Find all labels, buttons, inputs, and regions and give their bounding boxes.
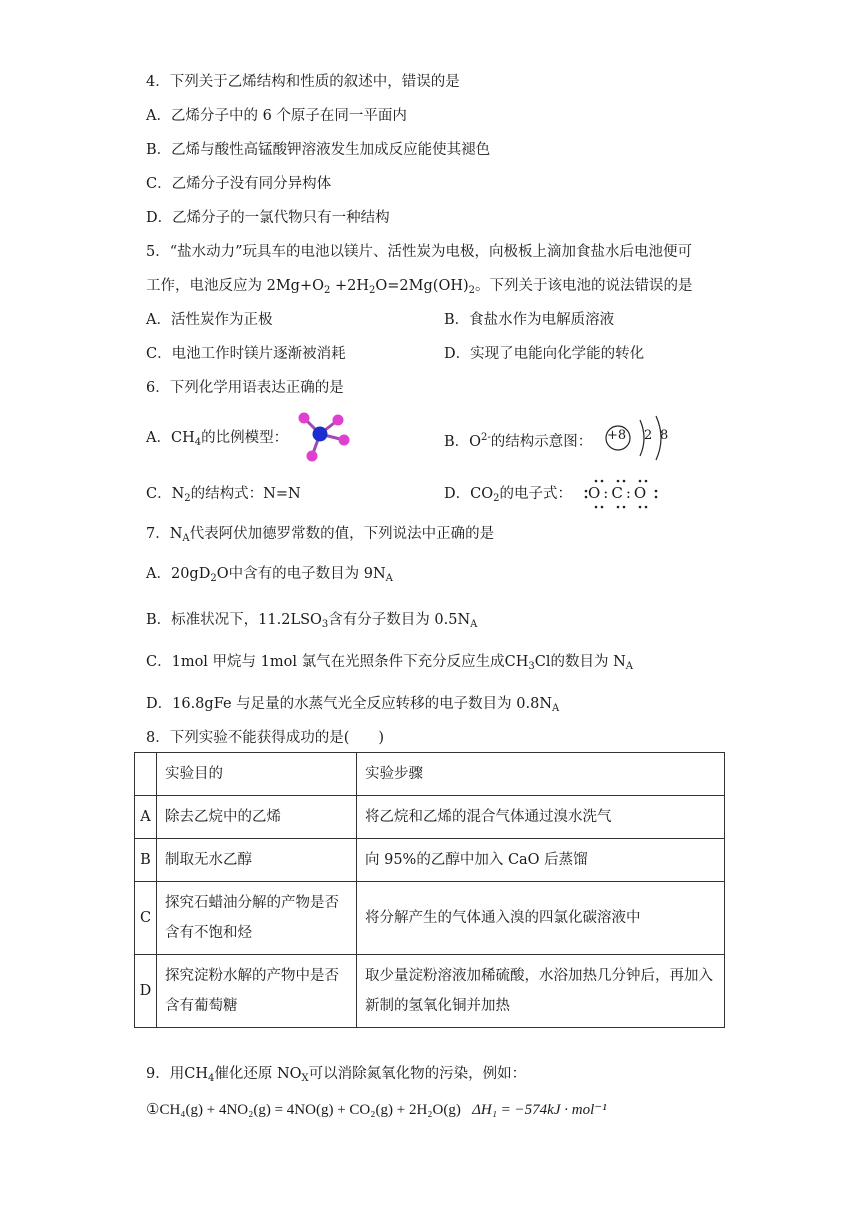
q5-option-a: A．活性炭作为正极 [146,312,273,328]
header-blank [135,753,157,796]
q9-stem: 9．用$CH_4$催化还原 $NO_X$可以消除氮氧化物的污染，例如： [146,1066,527,1084]
q5-option-b: B．食盐水作为电解质溶液 [444,312,615,328]
row-goal: 除去乙烷中的乙烯 [157,796,357,839]
q7-option-d: D．16.8gFe 与足量的水蒸气光全反应转移的电子数目为 $0.8N_A$ [146,696,560,714]
table-row [135,796,725,839]
q7-option-a: A．$20gD_2O$中含有的电子数目为 $9N_A$ [146,566,393,584]
table-row [135,839,725,882]
q4-option-c: C．乙烯分子没有同分异构体 [146,176,332,192]
nucleus-charge: +8 [607,428,627,443]
row-goal: 探究石蜡油分解的产物是否含有不饱和烃 [157,882,357,955]
row-step: 取少量淀粉溶液加稀硫酸，水浴加热几分钟后，再加入新制的氢氧化铜并加热 [357,955,725,1028]
co2-electron-formula [582,478,662,510]
electron-formula-text: O:C:O [588,484,650,502]
q4-stem: 4．下列关于乙烯结构和性质的叙述中，错误的是 [146,74,460,90]
q6-option-d: D．$CO_2$的电子式： [444,486,572,504]
oxygen-ion-structure-diagram [604,412,676,464]
q4-option-d: D．乙烯分子的一氯代物只有一种结构 [146,210,390,226]
row-goal: 制取无水乙醇 [157,839,357,882]
row-label: B [135,839,157,882]
experiment-table [134,752,725,1028]
q9-equation-1: ①CH₄(g) + 4NO₂(g) = 4NO(g) + CO₂(g) + 2H₂O(g) ΔH₁ = −574kJ · mol⁻¹ [146,1102,607,1118]
q6-option-a: A．$CH_4$的比例模型： [146,430,289,448]
row-step: 将乙烷和乙烯的混合气体通过溴水洗气 [357,796,725,839]
table-row [135,955,725,1028]
row-step: 将分解产生的气体通入溴的四氯化碳溶液中 [357,882,725,955]
row-label: C [135,882,157,955]
header-goal: 实验目的 [157,753,357,796]
header-step: 实验步骤 [357,753,725,796]
table-row [135,882,725,955]
row-step: 向 95%的乙醇中加入 CaO 后蒸馏 [357,839,725,882]
q4-option-a: A．乙烯分子中的 6 个原子在同一平面内 [146,108,407,124]
row-label: A [135,796,157,839]
q5-option-c: C．电池工作时镁片逐渐被消耗 [146,346,346,362]
table-header-row [135,753,725,796]
q5-stem-line2: 工作，电池反应为 $2Mg+O_2 +2H_2O=2Mg(OH)_2$。下列关于该电池的说法错误的是 [146,278,693,296]
q6-option-b: B．$O^{2-}$的结构示意图： [444,432,593,450]
q7-option-c: C．1mol 甲烷与 1mol 氯气在光照条件下充分反应生成$CH_3Cl$的数目为 $N_A$ [146,654,633,672]
row-goal: 探究淀粉水解的产物中是否含有葡萄糖 [157,955,357,1028]
ch4-ball-model-image [290,410,356,466]
q6-stem: 6．下列化学用语表达正确的是 [146,380,344,396]
q7-option-b: B．标准状况下，$11.2LSO_3$含有分子数目为 $0.5N_A$ [146,612,478,630]
shell-2-electrons: 8 [660,428,669,443]
row-label: D [135,955,157,1028]
q5-option-d: D．实现了电能向化学能的转化 [444,346,645,362]
shell-1-electrons: 2 [644,428,653,443]
q8-stem: 8．下列实验不能获得成功的是( ) [146,730,385,746]
q4-option-b: B．乙烯与酸性高锰酸钾溶液发生加成反应能使其褪色 [146,142,491,158]
q7-stem: 7．$N_A$代表阿伏加德罗常数的值，下列说法中正确的是 [146,526,495,544]
q5-stem-line1: 5．“盐水动力”玩具车的电池以镁片、活性炭为电极，向极板上滴加食盐水后电池便可 [146,244,693,260]
enthalpy-change: ΔH₁ = −574kJ · mol⁻¹ [472,1102,607,1118]
q6-option-c: C．$N_2$的结构式：N=N [146,486,301,504]
